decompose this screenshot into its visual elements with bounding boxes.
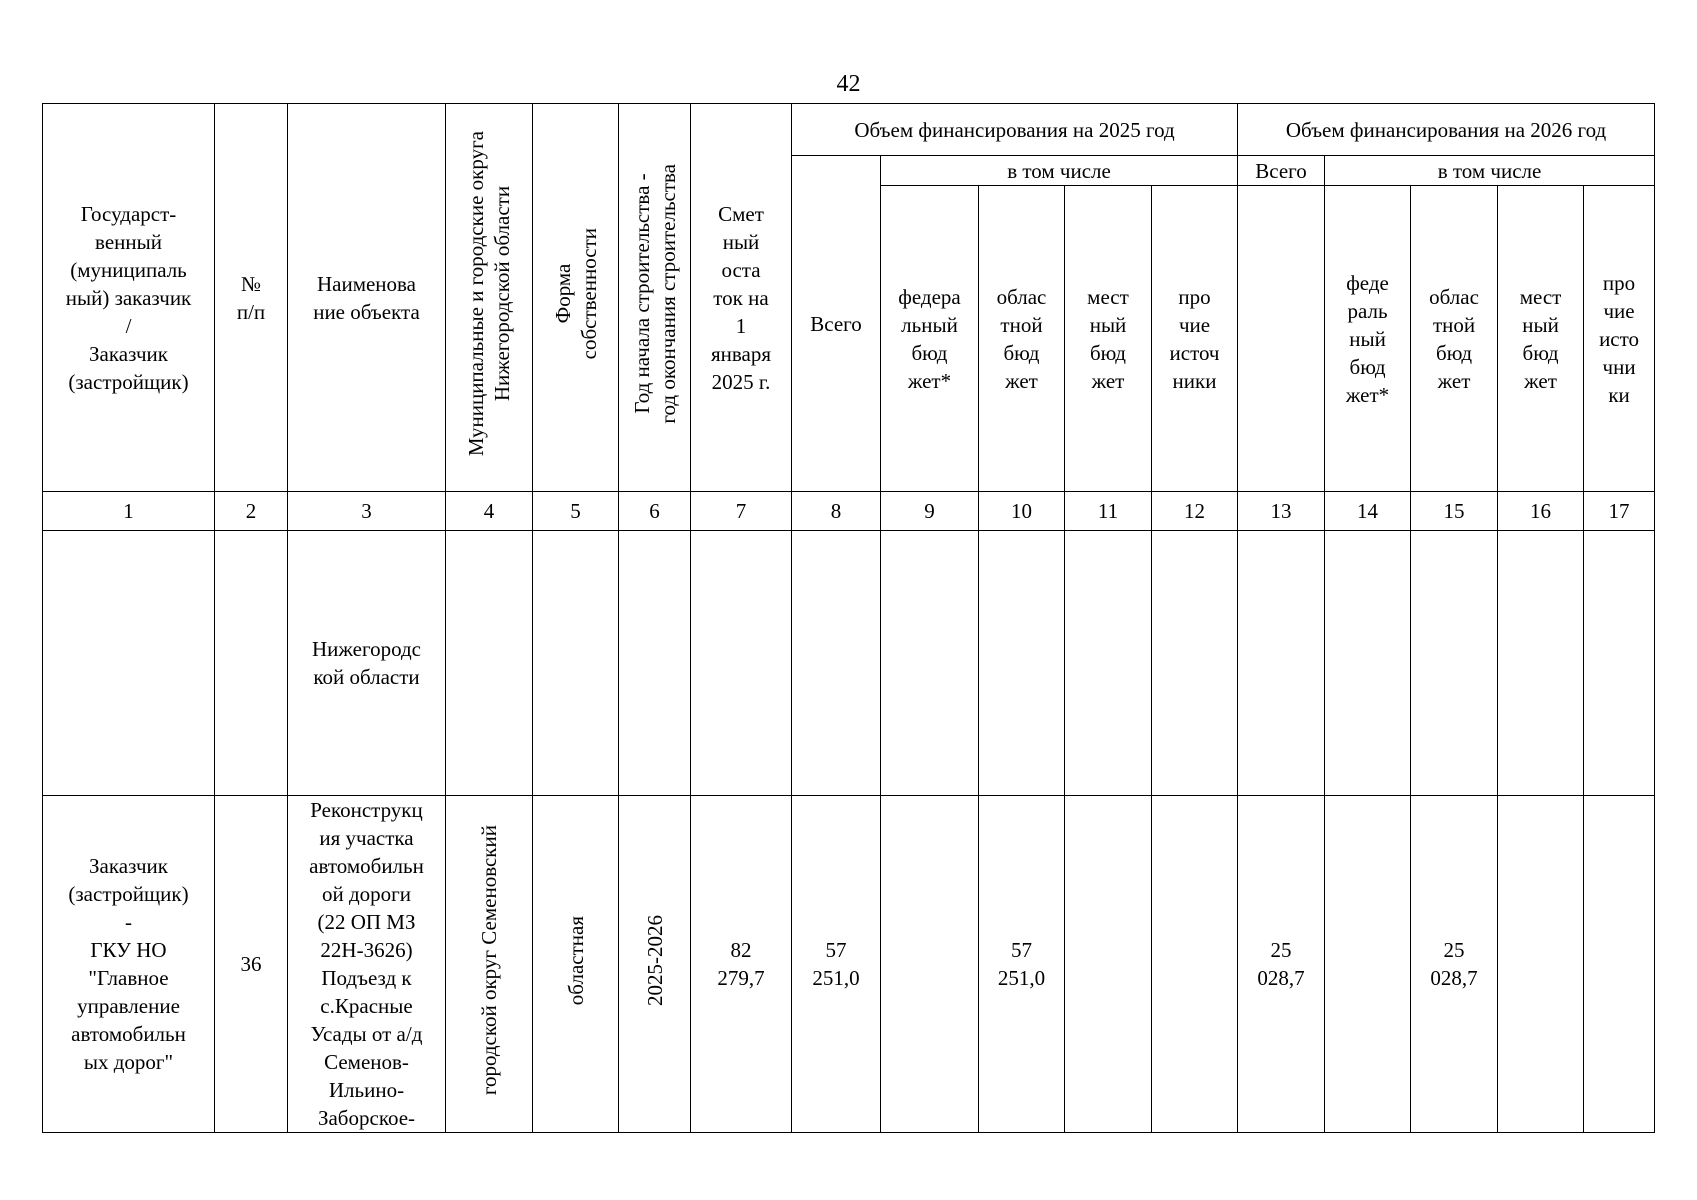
column-number: 3 <box>288 492 446 531</box>
column-number: 8 <box>792 492 881 531</box>
header-including-2026: в том числе <box>1325 156 1655 186</box>
column-number: 4 <box>446 492 533 531</box>
total-2025-cell: 57 251,0 <box>792 796 881 1133</box>
header-federal-2025: федера льный бюд жет* <box>881 186 979 492</box>
total-2026-cell: 25 028,7 <box>1238 796 1325 1133</box>
column-number: 9 <box>881 492 979 531</box>
column-number: 16 <box>1498 492 1584 531</box>
object-name-cell: Реконструкц ия участка автомобильн ой дороги (22 ОП МЗ 22Н-3626) Подъезд к с.Красные Усады от а/д Семенов- Ильино- Заборское- <box>288 796 446 1133</box>
regional-2026-cell: 25 028,7 <box>1411 796 1498 1133</box>
local-2026-cell <box>1498 796 1584 1133</box>
header-years: Год начала строительства - год окончания строительства <box>629 164 680 424</box>
header-regional-2025: облас тной бюд жет <box>979 186 1065 492</box>
header-including-2025: в том числе <box>881 156 1238 186</box>
header-local-2025: мест ный бюд жет <box>1065 186 1152 492</box>
header-other-2026: про чие исто чни ки <box>1584 186 1655 492</box>
object-name-continuation: Нижегородс кой области <box>288 531 446 796</box>
financing-table <box>42 103 1655 1133</box>
customer-cell: Заказчик (застройщик) - ГКУ НО "Главное управление автомобильн ых дорог" <box>43 796 215 1133</box>
page-number: 42 <box>836 71 861 97</box>
header-districts-cell <box>446 104 533 492</box>
district-text: городской округ Семеновский <box>477 825 501 1096</box>
column-number: 5 <box>533 492 619 531</box>
ownership-cell <box>533 796 619 1133</box>
header-total-2026: Всего <box>1238 156 1325 186</box>
header-funding-2025: Объем финансирования на 2025 год <box>792 104 1238 156</box>
table-row-continuation <box>43 531 1655 796</box>
header-total-2026-blank <box>1238 186 1325 492</box>
header-ownership: Форма собственности <box>550 228 601 360</box>
header-districts: Муниципальные и городские округа Нижегородской области <box>464 131 514 457</box>
district-cell <box>446 796 533 1133</box>
column-number: 10 <box>979 492 1065 531</box>
column-number: 6 <box>619 492 691 531</box>
column-number: 17 <box>1584 492 1655 531</box>
other-2026-cell <box>1584 796 1655 1133</box>
header-local-2026: мест ный бюд жет <box>1498 186 1584 492</box>
federal-2025-cell <box>881 796 979 1133</box>
header-years-cell <box>619 104 691 492</box>
header-funding-2026: Объем финансирования на 2026 год <box>1238 104 1655 156</box>
local-2025-cell <box>1065 796 1152 1133</box>
column-number: 11 <box>1065 492 1152 531</box>
row-number: 36 <box>215 796 288 1133</box>
header-federal-2026: феде раль ный бюд жет* <box>1325 186 1411 492</box>
header-ownership-cell <box>533 104 619 492</box>
header-number: № п/п <box>215 104 288 492</box>
header-total-2025: Всего <box>792 156 881 492</box>
column-number: 13 <box>1238 492 1325 531</box>
ownership-text: областная <box>563 915 588 1006</box>
header-object-name: Наименова ние объекта <box>288 104 446 492</box>
column-number: 12 <box>1152 492 1238 531</box>
column-numbers-row <box>43 492 1655 531</box>
estimate-cell: 82 279,7 <box>691 796 792 1133</box>
column-number: 7 <box>691 492 792 531</box>
column-number: 1 <box>43 492 215 531</box>
header-estimate: Смет ный оста ток на 1 января 2025 г. <box>691 104 792 492</box>
column-number: 14 <box>1325 492 1411 531</box>
years-text: 2025-2026 <box>642 915 667 1006</box>
regional-2025-cell: 57 251,0 <box>979 796 1065 1133</box>
table-row-entry <box>43 796 1655 1133</box>
header-customer: Государст- венный (муниципаль ный) заказчик / Заказчик (застройщик) <box>43 104 215 492</box>
federal-2026-cell <box>1325 796 1411 1133</box>
column-number: 15 <box>1411 492 1498 531</box>
header-regional-2026: облас тной бюд жет <box>1411 186 1498 492</box>
header-other-2025: про чие источ ники <box>1152 186 1238 492</box>
other-2025-cell <box>1152 796 1238 1133</box>
years-cell <box>619 796 691 1133</box>
column-number: 2 <box>215 492 288 531</box>
